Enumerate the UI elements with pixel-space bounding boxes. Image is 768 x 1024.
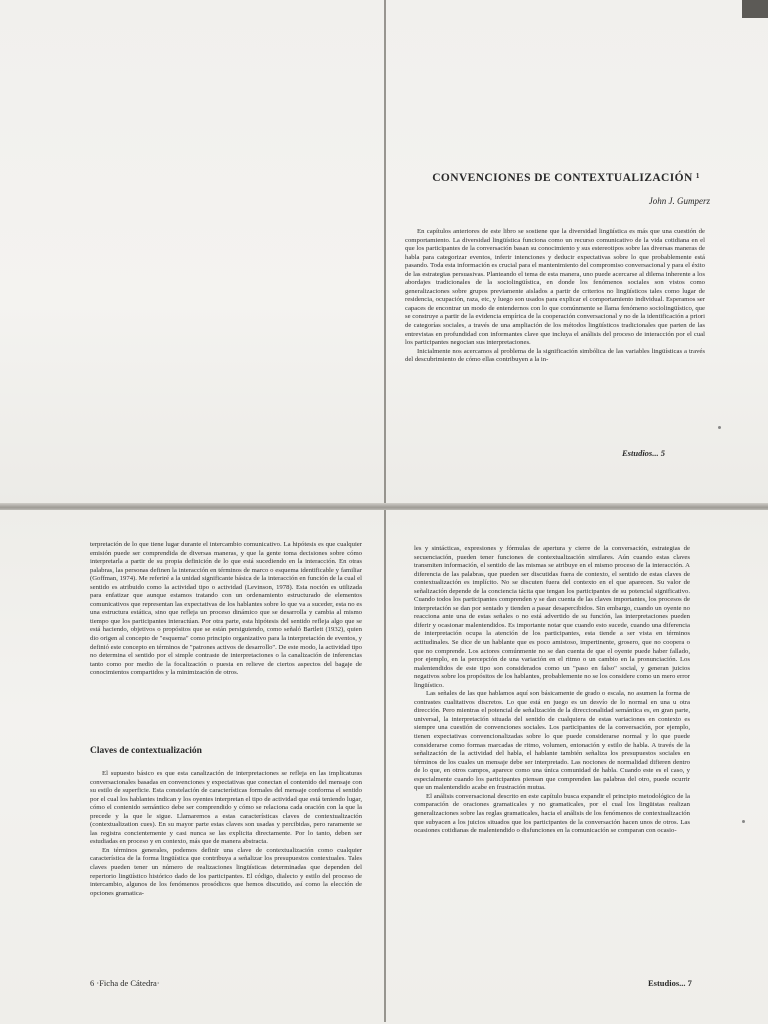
paragraph: Las señales de las que hablamos aquí son básicamente de grado o escala, no asumen la forma de contrastes cualitativos discretos. Lo que está en juego es un desvío de lo normal en una u otra dirección. Pero mientras el potencial de señalización de la direccionalidad semántica es, en gran parte, universal, la interpretación situada del sentido de cualquiera de estas variaciones en contexto es siempre una cuestión de convenciones sociales. Los participantes de la conversación, por ejemplo, tienen expectativas convencionalizadas sobre lo que puede considerarse normal y lo que puede considerarse como formas marcadas de ritmo, volumen, entonación y estilo de habla. A través de la señalización de la actividad del habla, el hablante también señaliza los presupuestos sociales en términos de los cuales un mensaje debe ser interpretado. Las nociones de normalidad difieren dentro de lo que, en otros campos, aparece como una única comunidad de habla. Cuando este es el caso, y especialmente cuando los participantes piensan que comprenden las palabras del otro, puede ocurrir que un malentendido acabe en frustración mutua. (414, 690, 690, 792)
left-page-column-top (90, 541, 362, 678)
paragraph: El supuesto básico es que esta canalización de interpretaciones se refleja en las implicaturas conversacionales basadas en convenciones y expectativas que conectan el contenido del mensaje con su estilo de superficie. Esta constelación de características formales del mensaje conforma el sentido por el cual los hablantes indican y los oyentes interpretan el tipo de actividad que está teniendo lugar, cómo el contenido semántico debe ser comprendido y cómo se relaciona cada oración con la que la precede y la que le sigue. Llamaremos a estas características claves de contextualización (contextualization cues). En su mayor parte estas claves son usadas y percibidas, pero raramente se las registra concientemente y casi nunca se las explicita directamente. Por lo tanto, deben ser estudiadas en proceso y en contexto, más que de manera abstracta. (90, 770, 362, 846)
scan-corner-shadow (742, 0, 768, 18)
chapter-title: CONVENCIONES DE CONTEXTUALIZACIÓN ¹ (432, 172, 700, 184)
binding-fold-bottom (384, 510, 386, 1022)
page-footer-5: Estudios... 5 (622, 448, 665, 458)
page-footer-6: 6 ·Ficha de Cátedra· (90, 978, 160, 988)
scan-speck (742, 820, 745, 823)
paragraph: les y sintácticas, expresiones y fórmulas de apertura y cierre de la conversación, estrategias de secuenciación, pueden tener funciones de contextualización similares. Aún cuando estas claves transmiten información, el sentido de las mismas se atribuye en el mismo proceso de la interacción. A diferencia de las palabras, que pueden ser discutidas fuera de contexto, el sentido de estas claves de contextualización es implícito. No se discuten fuera del contexto en el que aparecen. Su valor de señalización depende de la conciencia tácita que tengan los participantes de su potencial significativo. Cuando todos los participantes comprenden y se dan cuenta de las claves importantes, los procesos de interpretación se dan por sentado y tienden a pasar desapercibidos. Sin embargo, cuando un oyente no reacciona ante una de estas señales o no está advertido de su función, las interpretaciones pueden diferir y ocasionar malentendidos. Es importante notar que cuando esto sucede, cuando una diferencia de interpretación ocupa la atención de los participantes, esta tiende a ser vista en términos actitudinales. Se dice de un hablante que es poco amistoso, impertinente, grosero, que no coopera o que no comprende. Los actores comúnmente no se dan cuenta de que el oyente puede haber fallado, por ejemplo, en la percepción de una variación en el ritmo o un cambio en la pronunciación. Los malentendidos de este tipo son considerados como un "paso en falso" social, y generan juicios negativos sobre los propósitos de los hablantes, probablemente no se los considere como un mero error lingüístico. (414, 545, 690, 689)
paragraph: Inicialmente nos acercamos al problema de la significación simbólica de las variables lingüísticas a través del descubrimiento de cómo ellas contribuyen a la in- (405, 347, 705, 364)
paragraph: El análisis conversacional descrito en este capítulo busca expandir el principio metodológico de la comparación de oraciones gramaticales y no gramaticales, por el cual los lingüistas realizan generalizaciones sobre las reglas gramaticales, hacia el análisis de los fenómenos de contextualización que subyacen a los juicios situados que los participantes de la conversación hacen unos de otros. Las ocasiones cotidianas de malentendido o disfunciones en la comunicación se comparan con ocasio- (414, 792, 690, 835)
page-footer-7: Estudios... 7 (648, 978, 692, 988)
right-page-column (414, 545, 690, 836)
paragraph: En términos generales, podemos definir una clave de contextualización como cualquier característica de la forma lingüística que contribuya a señalizar los presupuestos contextuales. Tales claves pueden tener un número de realizaciones lingüísticas determinadas que dependen del repertorio lingüístico histórico dado de los participantes. El código, dialecto y estilo del proceso de intercambio, algunos de los fenómenos prosódicos que hemos discutido, así como la elección de opciones gramatica- (90, 846, 362, 897)
left-page-column-bottom (90, 770, 362, 898)
intro-column (405, 228, 705, 365)
section-heading: Claves de contextualización (90, 746, 202, 756)
scanned-sheet-top (0, 0, 768, 505)
chapter-author: John J. Gumperz (648, 196, 710, 206)
paragraph: terpretación de lo que tiene lugar durante el intercambio comunicativo. La hipótesis es que cualquier emisión puede ser comprendida de diversas maneras, y que la gente toma decisiones sobre cómo interpretarla a partir de su propia definición de lo que está sucediendo en la interacción. En otras palabras, las personas definen la interacción en términos de marco o esquema identificable y familiar (Goffman, 1974). Me referiré a la unidad significante básica de la interacción en función de la cual el sentido es atribuido como la actividad tipo o actividad (Levinson, 1978). Esta noción es utilizada para enfatizar que aunque estamos tratando con un ordenamiento estructurado de elementos comunicativos que representan las expectativas de los hablantes sobre lo que va a suceder, esta no es una estructura estática, sino que refleja un proceso dinámico que se desarrolla y cambia al mismo tiempo que los participantes interactúan. Por otra parte, esta hipótesis del sentido refleja algo que se está haciendo, objetivos o propósitos que se están persiguiendo, como señaló Bartlett (1932), quien dio origen al concepto de "esquema" como principio organizativo para la interpretación de eventos, y definió este concepto en términos de "patrones activos de desarrollo". De este modo, la actividad tipo no determina el sentido por el simple contraste de interpretaciones o la canalización de inferencias tanto como por medio de la focalización o puesta en relieve de ciertos aspectos del bagaje de conocimientos compartidos y la minimización de otros. (90, 541, 362, 677)
binding-fold-top (384, 0, 386, 505)
scan-speck (718, 426, 721, 429)
paragraph: En capítulos anteriores de este libro se sostiene que la diversidad lingüística es más que una cuestión de comportamiento. La diversidad lingüística funciona como un recurso comunicativo de la vida cotidiana en el que los participantes de la conversación basan su conocimiento y sus estereotipos sobre las diversas maneras de habla para categorizar eventos, inferir intenciones y deducir expectativas sobre lo que probablemente está pasando. Toda esta información es crucial para el mantenimiento del compromiso conversacional y para el éxito de las estrategias persuasivas. Planteando el tema de esta manera, uno puede acercarse al dilema inherente a los abordajes tradicionales de la sociolingüística, en donde los fenómenos sociales son vistos como generalizaciones sobre grupos previamente aislados a partir de criterios no lingüísticos tales como lugar de residencia, ocupación, raza, etc, y luego son usados para explicar el comportamiento individual. Esperamos ser capaces de encontrar un modo de entendernos con lo que comúnmente se llama fenómeno sociolingüístico, que se construye a partir de la evidencia empírica de la cooperación conversacional y no de la identificación a priori de categorías sociales, a través de una ampliación de los métodos lingüísticos tradicionales que parten de las entrevistas en profundidad con informantes clave que incluya el análisis del proceso de interacción por el cual los participantes negocian sus interpretaciones. (405, 228, 705, 347)
